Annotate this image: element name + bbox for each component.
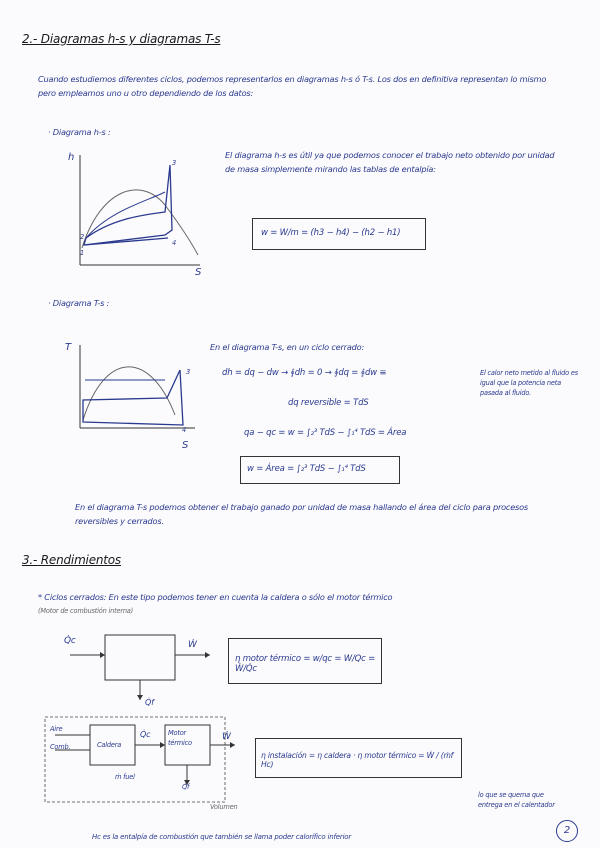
hs-axis-h-label: h — [68, 152, 75, 163]
eff-motor-box — [228, 638, 382, 684]
section-3-subnote: (Motor de combustión interna) — [38, 607, 134, 615]
hs-diagram — [70, 150, 200, 270]
eff-inst-eq: η instalación = η caldera · η motor térmico = Ẇ / (ṁf Hc) — [261, 751, 454, 769]
inst-comb-label: Comb. — [50, 743, 71, 751]
eff-inst-box — [255, 738, 462, 778]
inst-w-label: Ẇ — [222, 732, 231, 742]
eff-motor-eq: η motor térmico = w/qc = W/Qc = Ẇ/Q̇c — [235, 654, 376, 674]
hs-point-2: 2 — [80, 233, 84, 241]
motor-qc-label: Q̇c — [64, 636, 76, 646]
inst-aire-label: Aire — [50, 725, 63, 733]
hs-equation: w = W/m = (h3 − h4) − (h2 − h1) — [261, 228, 401, 238]
hs-point-4: 4 — [172, 239, 176, 247]
hs-text: El diagrama h-s es útil ya que podemos conocer el trabajo neto obtenido por unidad de masa simplemente mirando las tablas de entalpía: — [225, 150, 555, 174]
ts-diagram — [75, 340, 195, 430]
section-2-title: 2.- Diagramas h-s y diagramas T-s — [22, 32, 221, 46]
ts-eq1: dh = dq − dw → ∮dh = 0 → ∮dq = ∮dw ≡ — [222, 368, 387, 378]
hs-heading: · Diagrama h-s : — [48, 127, 111, 137]
ts-eq3: qa − qc = w = ∫₂³ TdS − ∫₁⁴ TdS = Área — [244, 428, 407, 438]
motor-qf-label: Q̇f — [145, 698, 154, 707]
inst-mfuel-label: ṁ fuel — [115, 773, 135, 781]
hs-axis-s-label: S — [195, 267, 202, 278]
inst-volumen-label: Volumen — [210, 803, 238, 811]
ts-axis-T-label: T — [65, 342, 71, 353]
hs-point-3: 3 — [172, 159, 176, 167]
inst-motor-label: Motor térmico — [168, 729, 192, 747]
page-number: 2 — [556, 820, 578, 842]
ts-eq4: w = Área = ∫₂³ TdS − ∫₁⁴ TdS — [247, 464, 366, 474]
section-3-title: 3.- Rendimientos — [22, 553, 121, 567]
arrow-note: lo que se quema que entrega en el calentador — [478, 791, 555, 809]
ts-equation-box — [240, 456, 400, 484]
footer-note: Hc es la entalpía de combustión que también se llama poder calorífico inferior — [92, 833, 352, 841]
hs-point-1: 1 — [80, 249, 84, 257]
inst-qf-label: Q̇f — [182, 783, 190, 791]
ts-eq2: dq reversible = TdS — [288, 398, 369, 408]
ts-conclusion: En el diagrama T-s podemos obtener el trabajo ganado por unidad de masa hallando el área del ciclo para procesos reversibles y cerrados. — [75, 502, 528, 526]
ts-heading: · Diagrama T-s : — [48, 298, 110, 308]
section-3-bullet: * Ciclos cerrados: En este tipo podemos tener en cuenta la caldera o sólo el motor térmico — [38, 592, 393, 602]
inst-qc-label: Q̇c — [140, 730, 151, 739]
section-2-intro: Cuando estudiemos diferentes ciclos, podemos representarlos en diagramas h-s ó T-s. Los dos en definitiva representan lo mismo pero empleamos uno u otro dependiendo de los datos: — [38, 74, 547, 98]
ts-text: En el diagrama T-s, en un ciclo cerrado: — [210, 342, 365, 352]
inst-caldera-label: Caldera — [97, 741, 122, 749]
ts-point-4: 4 — [182, 426, 186, 434]
ts-axis-s-label: S — [182, 440, 189, 451]
ts-point-3: 3 — [186, 368, 190, 376]
ts-side-note: El calor neto metido al fluido es igual que la potencia neta pasada al fluido. — [480, 369, 578, 397]
motor-w-label: Ẇ — [188, 640, 197, 650]
hs-equation-box — [252, 218, 426, 250]
